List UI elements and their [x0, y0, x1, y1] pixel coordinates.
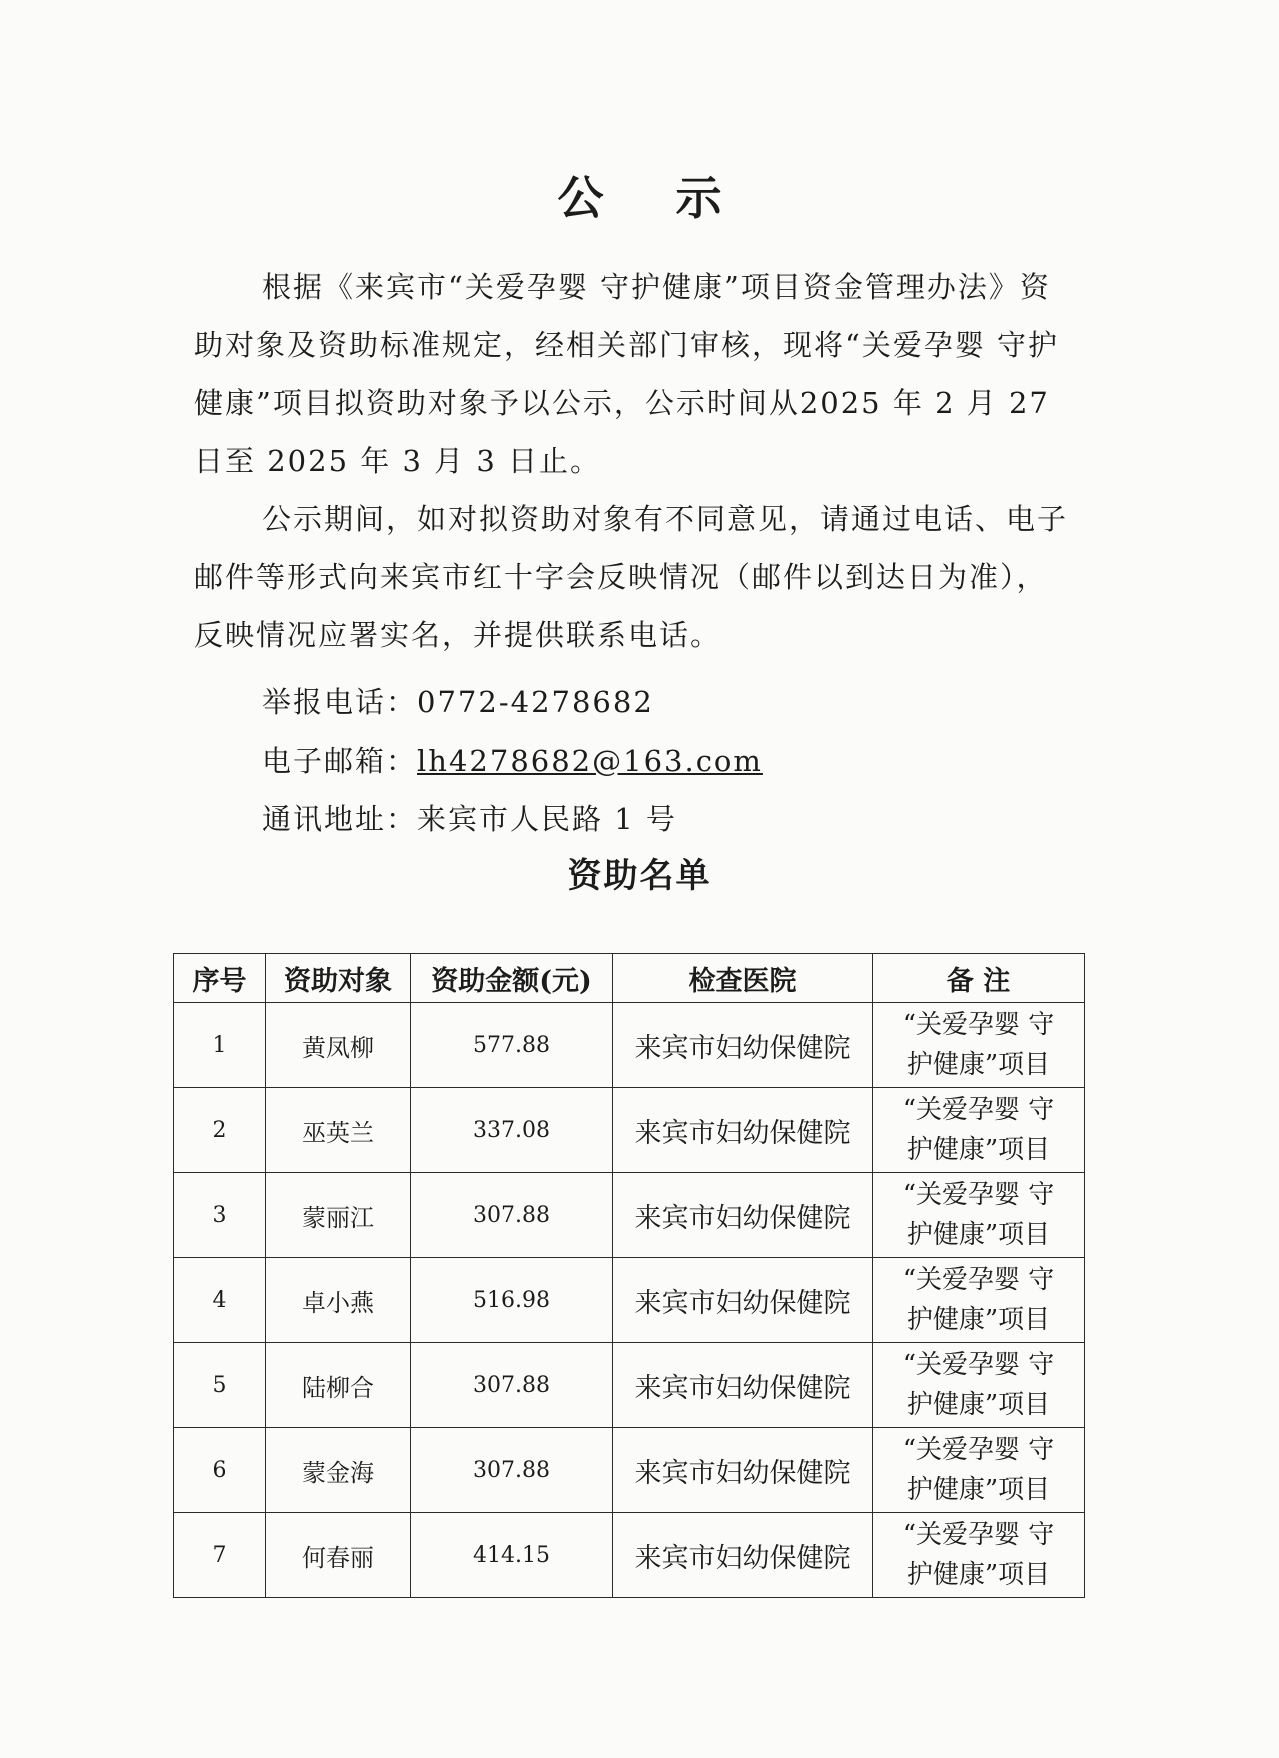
cell-hospital: 来宾市妇幼保健院 [613, 1513, 873, 1598]
cell-note-line2: 护健康”项目 [906, 1220, 1051, 1250]
cell-amount: 307.88 [411, 1343, 613, 1428]
table-row [174, 1173, 1085, 1258]
cell-name: 蒙金海 [266, 1428, 411, 1513]
table-row [174, 1513, 1085, 1598]
cell-seq: 4 [174, 1258, 266, 1343]
cell-note [873, 1088, 1085, 1173]
cell-seq: 2 [174, 1088, 266, 1173]
cell-note [873, 1258, 1085, 1343]
cell-hospital: 来宾市妇幼保健院 [613, 1003, 873, 1088]
cell-hospital: 来宾市妇幼保健院 [613, 1258, 873, 1343]
cell-note-line2: 护健康”项目 [906, 1475, 1051, 1505]
cell-hospital: 来宾市妇幼保健院 [613, 1173, 873, 1258]
header-hospital: 检查医院 [613, 954, 873, 1003]
table-row [174, 1428, 1085, 1513]
cell-note-line1: “关爱孕婴 守 [902, 1350, 1055, 1380]
paragraph-basis [194, 258, 1074, 490]
header-note: 备 注 [873, 954, 1085, 1003]
contact-email-link[interactable]: lh4278682@163.com [417, 744, 763, 778]
cell-note-line2: 护健康”项目 [906, 1390, 1051, 1420]
table-row [174, 1003, 1085, 1088]
cell-seq: 1 [174, 1003, 266, 1088]
cell-hospital: 来宾市妇幼保健院 [613, 1088, 873, 1173]
contact-address-label: 通讯地址： [262, 802, 418, 836]
cell-amount: 307.88 [411, 1428, 613, 1513]
cell-seq: 5 [174, 1343, 266, 1428]
cell-amount: 414.15 [411, 1513, 613, 1598]
cell-name: 蒙丽江 [266, 1173, 411, 1258]
table-row [174, 1343, 1085, 1428]
header-seq: 序号 [174, 954, 266, 1003]
funding-list-table [173, 953, 1085, 1598]
cell-hospital: 来宾市妇幼保健院 [613, 1343, 873, 1428]
cell-note-line1: “关爱孕婴 守 [902, 1520, 1055, 1550]
table-row [174, 1088, 1085, 1173]
cell-name: 陆柳合 [266, 1343, 411, 1428]
cell-amount: 516.98 [411, 1258, 613, 1343]
header-amount: 资助金额(元) [411, 954, 613, 1003]
contact-phone-label: 举报电话： [262, 685, 418, 719]
contact-phone-value: 0772-4278682 [417, 685, 654, 719]
contact-address [262, 797, 677, 838]
list-title: 资助名单 [567, 856, 712, 896]
table-row [174, 1258, 1085, 1343]
cell-note [873, 1513, 1085, 1598]
cell-note [873, 1173, 1085, 1258]
contact-address-value: 来宾市人民路 1 号 [417, 802, 677, 836]
cell-note-line2: 护健康”项目 [906, 1050, 1051, 1080]
cell-seq: 7 [174, 1513, 266, 1598]
cell-name: 巫英兰 [266, 1088, 411, 1173]
cell-name: 何春丽 [266, 1513, 411, 1598]
paragraph-basis-text: 根据《来宾市“关爱孕婴 守护健康”项目资金管理办法》资助对象及资助标准规定，经相关部门审核，现将“关爱孕婴 守护健康”项目拟资助对象予以公示，公示时间从2025 年 2 月 27 日至 2025 年 3 月 3 日止。 [194, 270, 1060, 478]
cell-seq: 3 [174, 1173, 266, 1258]
cell-note-line1: “关爱孕婴 守 [902, 1180, 1055, 1210]
contact-email [262, 739, 763, 780]
contact-email-label: 电子邮箱： [262, 744, 418, 778]
cell-note-line1: “关爱孕婴 守 [902, 1095, 1055, 1125]
cell-note-line1: “关爱孕婴 守 [902, 1435, 1055, 1465]
cell-name: 卓小燕 [266, 1258, 411, 1343]
paragraph-objection-text: 公示期间，如对拟资助对象有不同意见，请通过电话、电子邮件等形式向来宾市红十字会反映情况（邮件以到达日为准），反映情况应署实名，并提供联系电话。 [194, 502, 1069, 652]
page-title: 公 示 [557, 171, 750, 225]
cell-amount: 307.88 [411, 1173, 613, 1258]
cell-amount: 337.08 [411, 1088, 613, 1173]
paragraph-objection [194, 490, 1074, 664]
cell-seq: 6 [174, 1428, 266, 1513]
cell-note-line2: 护健康”项目 [906, 1560, 1051, 1590]
cell-note-line2: 护健康”项目 [906, 1135, 1051, 1165]
cell-note [873, 1343, 1085, 1428]
cell-hospital: 来宾市妇幼保健院 [613, 1428, 873, 1513]
cell-note [873, 1003, 1085, 1088]
table-header-row [174, 954, 1085, 1003]
cell-note-line1: “关爱孕婴 守 [902, 1010, 1055, 1040]
cell-note [873, 1428, 1085, 1513]
contact-phone [262, 680, 654, 721]
cell-name: 黄凤柳 [266, 1003, 411, 1088]
cell-amount: 577.88 [411, 1003, 613, 1088]
cell-note-line2: 护健康”项目 [906, 1305, 1051, 1335]
cell-note-line1: “关爱孕婴 守 [902, 1265, 1055, 1295]
header-recipient: 资助对象 [266, 954, 411, 1003]
